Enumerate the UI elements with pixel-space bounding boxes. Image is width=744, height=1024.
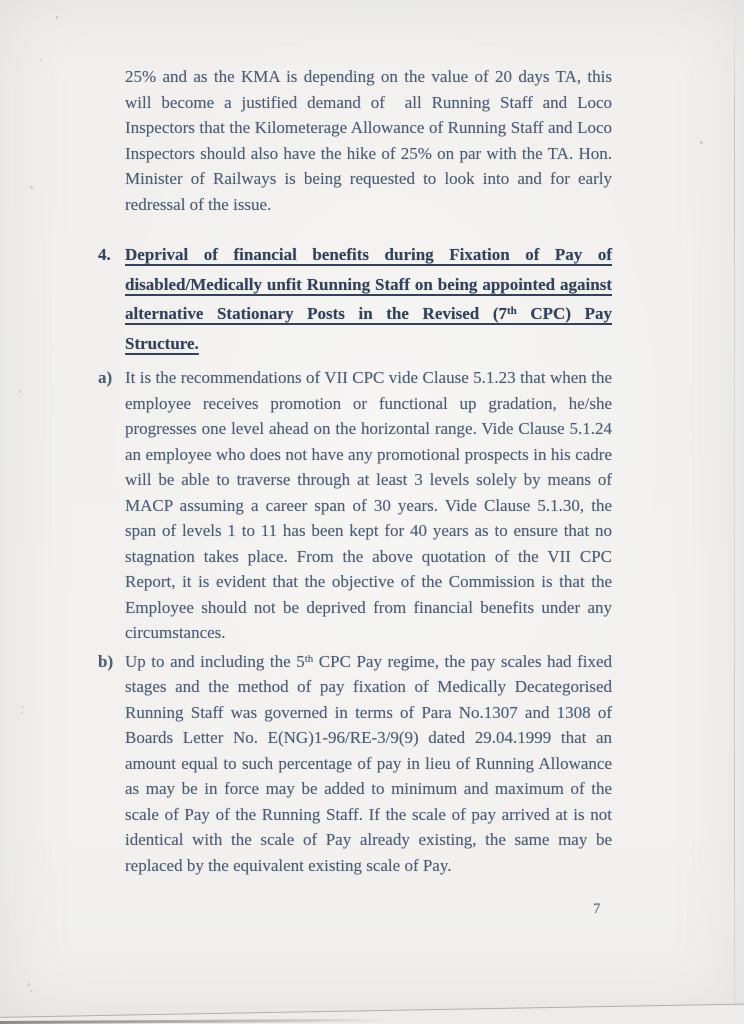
scan-speck: [40, 59, 42, 61]
document-text-block: [98, 64, 612, 881]
scan-speck: [589, 689, 592, 692]
section-heading-text-post: CPC) Pay Structure.: [125, 304, 612, 353]
scan-speck: [28, 983, 30, 986]
section-heading-superscript: th: [507, 305, 517, 317]
scan-speck: [700, 141, 703, 144]
section-4-heading: [98, 240, 612, 358]
scan-speck: [30, 186, 33, 189]
scan-speck: [22, 706, 24, 708]
right-edge-scan-line: [734, 0, 735, 1024]
item-a-marker: a): [98, 368, 113, 387]
item-b-paragraph: [98, 649, 612, 879]
scan-speck: [21, 712, 23, 714]
item-b-text-post: CPC Pay regime, the pay scales had fixed stages and the method of pay fixation of Medically Decategorised Running Staff was governed in terms of Para No.1307 and 1308 of Boards Letter No. E(NG)1-96/RE-3/9(9) dated 29.04.1999 that an amount equal to such percentage of pay in lieu of Running Allowance as may be in force may be added to minimum and maximum of the scale of Pay of the Running Staff. If the scale of pay arrived at is not identical with the scale of Pay already existing, the same may be replaced by the equivalent existing scale of Pay.: [125, 651, 612, 875]
scan-speck: [56, 16, 58, 19]
section-heading-text-pre: Deprival of financial benefits during Fixation of Pay of disabled/Medically unfit Running Staff on being appointed against alternative Stationary Posts in the Revised (7: [125, 245, 612, 323]
item-b-text-pre: Up to and including the 5: [125, 651, 305, 671]
item-b-text: [125, 652, 612, 875]
item-b-superscript: th: [304, 652, 314, 665]
section-heading-text: [125, 245, 612, 353]
intro-paragraph: [125, 64, 612, 217]
scan-speck: [30, 990, 32, 992]
intro-paragraph-text: 25% and as the KMA is depending on the value of 20 days TA, this will become a justified demand of all Running Staff and Loco Inspectors that the Kilometerage Allowance of Running Staff and Loco Inspectors should also have the hike of 25% on par with the TA. Hon. Minister of Railways is being requested to look into and for early redressal of the issue.: [125, 67, 612, 214]
item-b-marker: b): [98, 651, 114, 671]
page-number: 7: [593, 901, 601, 917]
section-number: 4.: [98, 245, 111, 264]
scan-speck: [19, 390, 21, 393]
item-a-text: It is the recommendations of VII CPC vide Clause 5.1.23 that when the employee receives promotion or functional up gradation, he/she progresses one level ahead on the horizontal range. Vide Clause 5.1.24 an employee who does not have any promotional prospects in his cadre will be able to traverse through at least 3 levels solely by means of MACP assuming a career span of 30 years. Vide Clause 5.1.30, the span of levels 1 to 11 has been kept for 40 years as to ensure that no stagnation takes place. From the above quotation of the VII CPC Report, it is evident that the objective of the Commission is that the Employee should not be deprived from financial benefits under any circumstances.: [125, 368, 612, 642]
item-a-paragraph: [98, 365, 612, 646]
